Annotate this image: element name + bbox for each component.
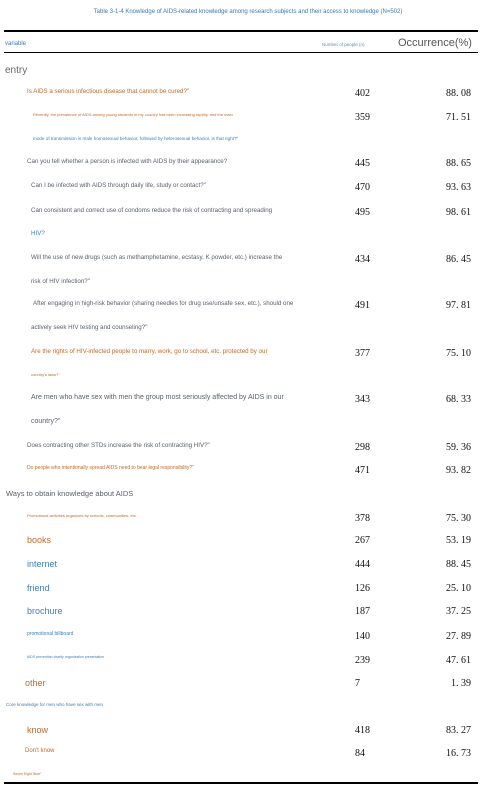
row-label-continued: risk of HIV infection?" xyxy=(31,278,90,285)
row-label: Are men who have sex with men the group most seriously affected by AIDS in our xyxy=(31,394,284,401)
row-label: Are the rights of HIV-infected people to marry, work, go to school, etc. protected by our xyxy=(31,348,268,355)
row-percent: 75. 10 xyxy=(446,348,471,359)
section-entry: entry xyxy=(5,65,28,76)
row-percent: 97. 81 xyxy=(446,300,471,311)
row-count: 377 xyxy=(355,348,370,359)
row-label: books xyxy=(27,535,52,545)
row-percent: 93. 82 xyxy=(446,465,471,476)
row-label-continued: country?" xyxy=(31,418,61,425)
row-count: 298 xyxy=(355,442,370,453)
footer-note: Seven Eight Nine" xyxy=(13,772,42,776)
row-count: 239 xyxy=(355,655,370,666)
row-label-continued: country's laws?" xyxy=(31,372,60,377)
row-count: 471 xyxy=(355,465,370,476)
header-rule xyxy=(4,52,478,53)
row-label: Can I be infected with AIDS through daily life, study or contact?" xyxy=(31,182,206,189)
row-label: Does contracting other STDs increase the risk of contracting HIV?" xyxy=(27,442,210,449)
column-header-occurrence: Occurrence(%) xyxy=(398,37,472,49)
row-percent: 83. 27 xyxy=(446,725,471,736)
row-count: 187 xyxy=(355,606,370,617)
row-label: Recently, the prevalence of AIDS among young students in my country has been increasing rapidly, and the main xyxy=(33,112,233,117)
row-count: 445 xyxy=(355,158,370,169)
row-count: 491 xyxy=(355,300,370,311)
row-percent: 75. 30 xyxy=(446,513,471,524)
row-count: 343 xyxy=(355,394,370,405)
row-label: promotional billboard xyxy=(27,631,74,637)
section-ways: Ways to obtain knowledge about AIDS xyxy=(6,489,134,498)
column-header-variable: variable xyxy=(5,41,27,47)
row-label: Don't know xyxy=(25,748,55,754)
row-label: brochure xyxy=(27,606,63,616)
top-rule xyxy=(4,30,478,32)
row-percent: 86. 45 xyxy=(446,254,471,265)
row-count: 378 xyxy=(355,513,370,524)
row-label-continued: mode of transmission is male homosexual behavior, followed by heterosexual behavior, is that right?" xyxy=(33,136,239,141)
row-percent: 68. 33 xyxy=(446,394,471,405)
row-label: AIDS prevention charity organization presentation xyxy=(27,655,105,659)
row-percent: 1. 39 xyxy=(451,678,471,689)
row-count: 7 xyxy=(355,678,360,689)
row-count: 470 xyxy=(355,182,370,193)
row-label: Will the use of new drugs (such as methamphetamine, ecstasy, K powder, etc.) increase the xyxy=(31,254,283,261)
row-percent: 88. 65 xyxy=(446,158,471,169)
row-percent: 53. 19 xyxy=(446,535,471,546)
row-percent: 27. 89 xyxy=(446,631,471,642)
row-percent: 16. 73 xyxy=(446,748,471,759)
row-count: 418 xyxy=(355,725,370,736)
row-count: 84 xyxy=(355,748,365,759)
row-count: 267 xyxy=(355,535,370,546)
row-percent: 47. 61 xyxy=(446,655,471,666)
row-label: friend xyxy=(27,583,50,593)
row-percent: 25. 10 xyxy=(446,583,471,594)
row-label: know xyxy=(27,725,49,735)
column-header-count: Number of people (n) xyxy=(322,42,365,47)
table-title: Table 3-1-4 Knowledge of AIDS-related knowledge among research subjects and their access to knowledge (N=502) xyxy=(93,9,403,15)
row-label-continued: HIV? xyxy=(31,230,45,237)
row-label: Can consistent and correct use of condoms reduce the risk of contracting and spreading xyxy=(31,207,273,214)
row-label: Can you tell whether a person is infected with AIDS by their appearance? xyxy=(27,158,228,165)
row-label: Do people who intentionally spread AIDS need to bear legal responsibility?" xyxy=(27,465,194,471)
row-label-continued: actively seek HIV testing and counseling?" xyxy=(31,324,148,331)
row-label: internet xyxy=(27,559,58,569)
row-label: other xyxy=(25,678,46,688)
row-percent: 98. 61 xyxy=(446,207,471,218)
section-core: Core knowledge for men who have sex with men xyxy=(6,702,104,707)
row-count: 140 xyxy=(355,631,370,642)
row-label: Is AIDS a serious infectious disease that cannot be cured?" xyxy=(27,88,190,95)
row-percent: 88. 45 xyxy=(446,559,471,570)
row-label: Promotional activities organized by schools, communities, etc. xyxy=(27,513,137,518)
row-label: After engaging in high-risk behavior (sharing needles for drug use/unsafe sex, etc.), should one xyxy=(33,300,294,307)
bottom-rule xyxy=(4,782,478,784)
row-count: 359 xyxy=(355,112,370,123)
row-count: 495 xyxy=(355,207,370,218)
row-count: 126 xyxy=(355,583,370,594)
row-count: 444 xyxy=(355,559,370,570)
row-count: 434 xyxy=(355,254,370,265)
row-percent: 71. 51 xyxy=(446,112,471,123)
row-percent: 93. 63 xyxy=(446,182,471,193)
row-count: 402 xyxy=(355,88,370,99)
row-percent: 37. 25 xyxy=(446,606,471,617)
row-percent: 59. 36 xyxy=(446,442,471,453)
row-percent: 88. 08 xyxy=(446,88,471,99)
